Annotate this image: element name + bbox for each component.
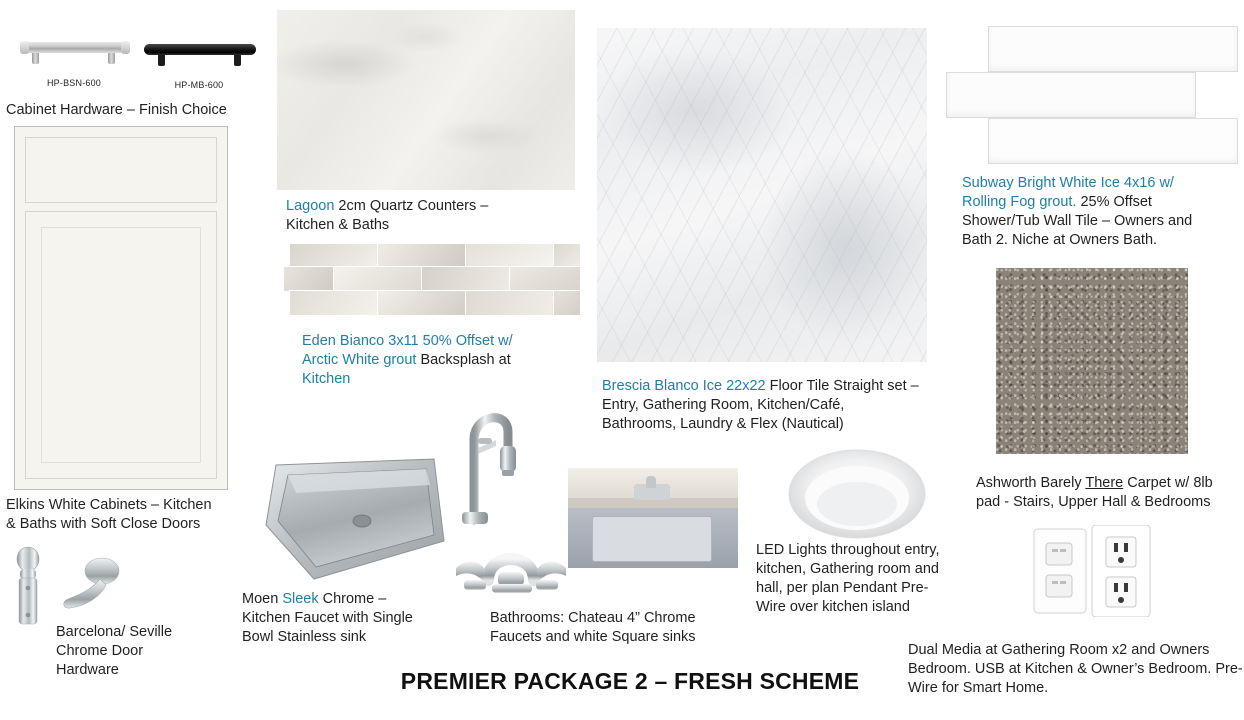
hardware-code-matte-black: HP-MB-600 bbox=[174, 80, 224, 90]
door-knob-icon bbox=[8, 545, 56, 640]
backsplash-line1: Eden Bianco 3x11 50% Offset w/ bbox=[302, 333, 513, 349]
door-hardware-line3: Hardware bbox=[56, 662, 119, 679]
backsplash-swatch bbox=[289, 243, 575, 315]
quartz-counter-swatch bbox=[277, 10, 575, 190]
kitchen-faucet-caption bbox=[242, 590, 442, 647]
floor-tile-line3: Bathrooms, Laundry & Flex (Nautical) bbox=[602, 416, 844, 433]
kitchen-faucet-line2: Kitchen Faucet with Single bbox=[242, 610, 413, 627]
lighting-line4: Wire over kitchen island bbox=[756, 599, 910, 616]
subway-tile-swatch bbox=[946, 26, 1236, 158]
backsplash-line2-rest: Backsplash at bbox=[416, 352, 511, 369]
vanity-photo bbox=[568, 468, 738, 568]
kitchen-faucet-image bbox=[452, 392, 528, 528]
backsplash-caption bbox=[302, 332, 572, 389]
subway-line1: Subway Bright White Ice 4x16 w/ bbox=[962, 175, 1174, 191]
kitchen-faucet-pre: Moen bbox=[242, 591, 283, 607]
floor-tile-line1-rest: Floor Tile Straight set – bbox=[765, 378, 919, 394]
quartz-brand: Lagoon bbox=[286, 198, 335, 214]
subway-line4: Bath 2. Niche at Owners Bath. bbox=[962, 232, 1158, 249]
floor-tile-swatch bbox=[597, 28, 927, 362]
carpet-caption bbox=[976, 474, 1236, 512]
door-hardware-line2: Chrome Door bbox=[56, 643, 144, 660]
outlet-plate-image bbox=[1032, 525, 1154, 617]
lighting-line1: LED Lights throughout entry, bbox=[756, 542, 940, 558]
led-light-image bbox=[786, 446, 928, 542]
cabinet-caption bbox=[6, 496, 256, 534]
lighting-line2: kitchen, Gathering room and bbox=[756, 561, 939, 578]
bar-pull-matte-black bbox=[144, 22, 254, 62]
subway-caption bbox=[962, 174, 1244, 251]
floor-tile-caption bbox=[602, 377, 942, 434]
kitchen-faucet-post: Chrome – bbox=[318, 591, 387, 607]
hardware-code-satin-nickel: HP-BSN-600 bbox=[46, 78, 102, 88]
lighting-line3: hall, per plan Pendant Pre- bbox=[756, 580, 929, 597]
bath-faucet-line1: Bathrooms: Chateau 4” Chrome bbox=[490, 610, 696, 626]
quartz-line2: Kitchen & Baths bbox=[286, 217, 390, 234]
stainless-sink-image bbox=[258, 455, 448, 583]
bath-faucet-image bbox=[452, 534, 570, 604]
quartz-caption bbox=[286, 197, 576, 235]
carpet-line1-pre: Ashworth Barely bbox=[976, 475, 1086, 491]
floor-tile-brand: Brescia Blanco Ice 22x22 bbox=[602, 378, 766, 394]
subway-line2: Rolling Fog grout. bbox=[962, 194, 1077, 211]
kitchen-faucet-brand: Sleek bbox=[282, 591, 319, 607]
backsplash-line2: Arctic White grout bbox=[302, 352, 417, 369]
carpet-line2: pad - Stairs, Upper Hall & Bedrooms bbox=[976, 494, 1211, 511]
electrical-line2: Bedroom. USB at Kitchen & Owner’s Bedroom. Pre- bbox=[908, 661, 1243, 678]
bar-pull-satin-nickel bbox=[20, 22, 130, 62]
subway-line2-rest: 25% Offset bbox=[1076, 194, 1152, 211]
backsplash-line3: Kitchen bbox=[302, 371, 351, 388]
door-hardware-caption bbox=[56, 623, 206, 680]
kitchen-faucet-line3: Bowl Stainless sink bbox=[242, 629, 367, 646]
page-title: PREMIER PACKAGE 2 – FRESH SCHEME bbox=[400, 668, 860, 694]
floor-tile-line2: Entry, Gathering Room, Kitchen/Café, bbox=[602, 397, 845, 414]
electrical-line3: Wire for Smart Home. bbox=[908, 680, 1049, 697]
door-lever-icon bbox=[60, 555, 126, 615]
quartz-line1-rest: 2cm Quartz Counters – bbox=[334, 198, 489, 214]
electrical-line1: Dual Media at Gathering Room x2 and Owners bbox=[908, 642, 1210, 658]
cabinet-caption-line1: Elkins White Cabinets – Kitchen bbox=[6, 497, 212, 513]
door-hardware-line1: Barcelona/ Seville bbox=[56, 624, 173, 640]
carpet-underlined: There bbox=[1085, 475, 1124, 491]
bath-faucet-line2: Faucets and white Square sinks bbox=[490, 629, 696, 646]
subway-line3: Shower/Tub Wall Tile – Owners and bbox=[962, 213, 1193, 230]
carpet-line1-post: Carpet w/ 8lb bbox=[1123, 475, 1213, 491]
lighting-caption bbox=[756, 541, 961, 618]
cabinet-hardware-group bbox=[14, 8, 244, 88]
carpet-swatch bbox=[996, 268, 1188, 454]
bath-faucet-caption bbox=[490, 609, 720, 647]
cabinet-hardware-caption: Cabinet Hardware – Finish Choice bbox=[6, 102, 227, 118]
cabinet-door-swatch bbox=[14, 126, 228, 490]
electrical-caption bbox=[908, 641, 1244, 698]
cabinet-caption-line2: & Baths with Soft Close Doors bbox=[6, 516, 201, 533]
